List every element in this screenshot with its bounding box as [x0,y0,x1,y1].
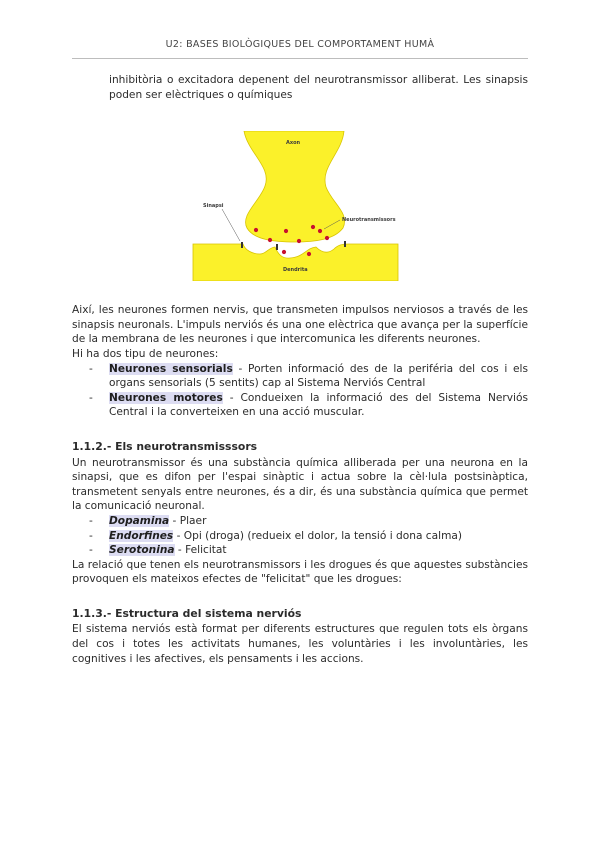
term-description: - Opi (droga) (redueix el dolor, la tensió i dona calma) [173,529,463,542]
neurotransmitter-dot [307,252,311,256]
list-item [72,362,528,391]
neurotransmitter-dot [268,238,272,242]
dendrite-shape [193,244,398,281]
synapse-diagram [192,131,402,281]
structure-paragraph: El sistema nerviós està format per diferents estructures que regulen tots els òrgans del cos i totes les activitats humanes, les voluntàries i les involuntàries, les cognitives i les afectives, els pensaments i les accions. [72,623,528,665]
label-neurotransmissors: Neurotransmissors [342,217,396,224]
term-description: - Porten informació des de la periféria del cos i els organs sensorials (5 sentits) cap al Sistema Nerviós Central [109,362,528,390]
section-heading-structure: 1.1.3.- Estructura del sistema nerviós [72,606,302,620]
sinapsi-leader-line [222,209,240,241]
neurotransmitter-dot [297,239,301,243]
term-highlight: Dopamina [109,514,170,527]
neurotransmitter-dot [318,229,322,233]
page-content [72,73,528,666]
list-item [72,514,528,529]
intro-continuation: inhibitòria o excitadora depenent del neurotransmissor alliberat. Les sinapsis poden ser elèctriques o químiques [109,74,528,101]
label-sinapsi: Sinapsi [203,203,224,210]
running-header: U2: BASES BIOLÒGIQUES DEL COMPORTAMENT HUMÀ [165,39,435,50]
neuron-types-intro: Hi ha dos tipu de neurones: [72,347,219,360]
neurotransmitter-dot [325,236,329,240]
neurotransmitter-dot [311,225,315,229]
term-description: - Condueixen la informació des del Sistema Nerviós Central i la converteixen en una acció muscular. [109,391,528,419]
list-item [72,529,528,544]
term-highlight: Neurones sensorials [109,362,233,375]
section-heading-neurotransmitters: 1.1.2.- Els neurotransmisssors [72,439,258,453]
header-rule [72,58,528,59]
term-highlight: Neurones motores [109,391,223,404]
neurotransmitters-list [72,514,528,558]
term-description: - Plaer [169,514,207,527]
axon-terminal-shape [244,131,345,242]
neurotransmitters-paragraph: Un neurotransmissor és una substància química alliberada per una neurona en la sinapsi, que es difon per l'espai sinàptic i actua sobre la cèl·lula postsinàptica, transmetent senyals entre neurones, és a dir, és una substància química que permet la comunicació neuronal. [72,456,528,513]
label-axon: Axon [286,140,301,147]
term-highlight: Endorfines [109,529,174,542]
neurotransmitter-dot [254,228,258,232]
neurotransmitter-dot [284,229,288,233]
neuron-types-list [72,362,528,420]
list-item [72,391,528,420]
neurons-paragraph: Així, les neurones formen nervis, que transmeten impulsos nerviosos a través de les sinapsis neuronals. L'impuls nerviós és una one elèctrica que avança per la superfície de la membrana de les neurones i que intercomunica les diferents neurones. [72,304,528,346]
list-item [72,543,528,558]
term-highlight: Serotonina [109,544,175,557]
neurotransmitter-dot [282,250,286,254]
term-description: - Felicitat [174,544,227,557]
membrane-tick [344,241,346,247]
membrane-tick [276,244,278,250]
membrane-tick [241,242,243,248]
label-dendrita: Dendrita [283,267,308,274]
drugs-relation-paragraph: La relació que tenen els neurotransmissors i les drogues és que aquestes substàncies provoquen els mateixos efectes de "felicitat" que les drogues: [72,558,528,586]
